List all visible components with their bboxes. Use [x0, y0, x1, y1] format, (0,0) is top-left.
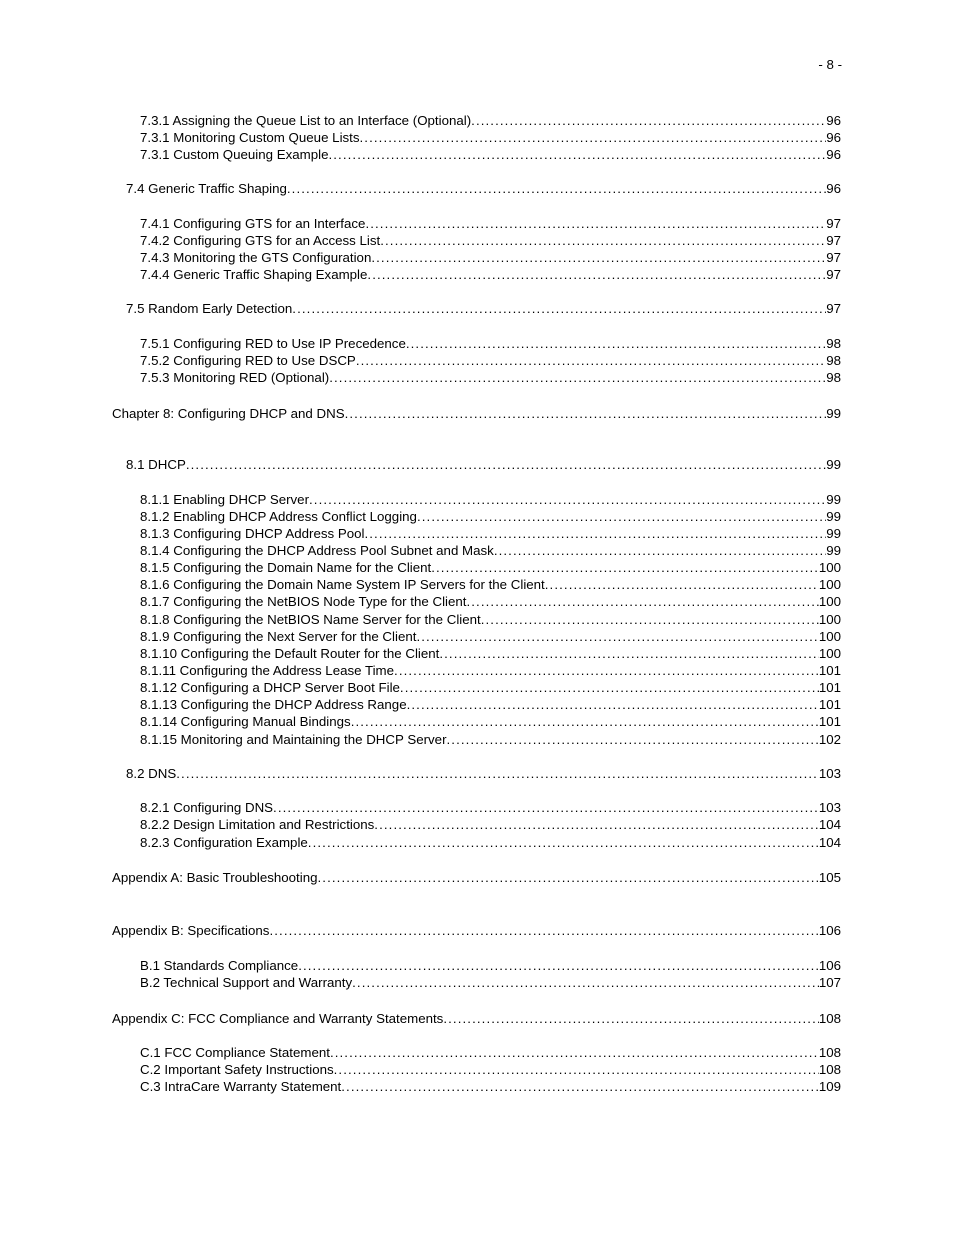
toc-entry-title: 7.4.1 Configuring GTS for an Interface	[140, 216, 366, 231]
toc-dot-leader	[328, 147, 826, 163]
toc-dot-leader	[298, 958, 819, 974]
toc-entry[interactable]	[140, 509, 841, 525]
toc-entry[interactable]	[140, 958, 841, 974]
toc-entry-title: 8.2.2 Design Limitation and Restrictions	[140, 817, 375, 832]
toc-entry-title: 8.1.10 Configuring the Default Router for the Client	[140, 646, 440, 661]
toc-dot-leader	[334, 1062, 819, 1078]
toc-entry[interactable]	[140, 130, 841, 146]
toc-entry-page: 99	[826, 543, 841, 558]
toc-dot-leader	[345, 406, 827, 422]
toc-dot-leader	[471, 113, 826, 129]
toc-entry-page: 107	[818, 975, 841, 990]
toc-entry[interactable]	[140, 975, 841, 991]
toc-entry[interactable]	[140, 697, 841, 713]
toc-dot-leader	[371, 250, 826, 266]
toc-entry-page: 101	[818, 697, 841, 712]
page-number: - 8 -	[818, 57, 842, 72]
toc-dot-leader	[360, 130, 827, 146]
toc-entry-title: 8.1.9 Configuring the Next Server for the Client	[140, 629, 417, 644]
toc-entry-title: 8.1.2 Enabling DHCP Address Conflict Logging	[140, 509, 417, 524]
toc-entry-page: 101	[818, 663, 841, 678]
toc-entry-title: 7.5.1 Configuring RED to Use IP Precedence	[140, 336, 406, 351]
toc-entry-page: 97	[826, 216, 841, 231]
toc-dot-leader	[176, 766, 819, 782]
toc-entry[interactable]	[140, 612, 841, 628]
toc-dot-leader	[447, 732, 819, 748]
toc-entry[interactable]	[140, 543, 841, 559]
toc-entry[interactable]	[140, 353, 841, 369]
toc-entry[interactable]	[140, 216, 841, 232]
toc-entry-title: 8.1.15 Monitoring and Maintaining the DHCP Server	[140, 732, 447, 747]
toc-entry[interactable]	[140, 680, 841, 696]
toc-entry[interactable]	[140, 800, 841, 816]
toc-entry[interactable]	[140, 370, 841, 386]
toc-entry-page: 99	[826, 509, 841, 524]
toc-dot-leader	[318, 870, 819, 886]
toc-dot-leader	[431, 560, 819, 576]
toc-entry-title: 7.5 Random Early Detection	[126, 301, 293, 316]
toc-entry-page: 96	[826, 147, 841, 162]
toc-entry-page: 101	[818, 714, 841, 729]
toc-entry[interactable]	[112, 1011, 841, 1027]
toc-entry-title: 8.1.13 Configuring the DHCP Address Range	[140, 697, 407, 712]
toc-dot-leader	[356, 353, 826, 369]
toc-entry[interactable]	[140, 663, 841, 679]
toc-entry-page: 104	[818, 817, 841, 832]
toc-dot-leader	[308, 835, 819, 851]
toc-entry-title: B.2 Technical Support and Warranty	[140, 975, 353, 990]
toc-entry[interactable]	[126, 457, 841, 473]
toc-entry[interactable]	[140, 646, 841, 662]
toc-entry-title: 8.1.11 Configuring the Address Lease Time	[140, 663, 395, 678]
toc-entry[interactable]	[126, 766, 841, 782]
toc-dot-leader	[481, 612, 819, 628]
toc-entry[interactable]	[140, 336, 841, 352]
toc-entry-page: 100	[818, 612, 841, 627]
toc-entry-page: 96	[826, 130, 841, 145]
toc-entry-page: 99	[826, 492, 841, 507]
toc-entry-title: C.3 IntraCare Warranty Statement	[140, 1079, 342, 1094]
toc-dot-leader	[329, 370, 826, 386]
toc-dot-leader	[292, 301, 826, 317]
toc-entry-title: 7.4.3 Monitoring the GTS Configuration	[140, 250, 372, 265]
toc-entry-title: 8.1.7 Configuring the NetBIOS Node Type for the Client	[140, 594, 467, 609]
toc-entry-title: 8.2.3 Configuration Example	[140, 835, 308, 850]
toc-entry-title: 7.5.2 Configuring RED to Use DSCP	[140, 353, 356, 368]
toc-entry-page: 100	[818, 646, 841, 661]
toc-entry-page: 97	[826, 267, 841, 282]
toc-dot-leader	[416, 629, 818, 645]
toc-entry[interactable]	[140, 492, 841, 508]
toc-entry-page: 105	[818, 870, 841, 885]
toc-entry[interactable]	[140, 577, 841, 593]
toc-entry-page: 96	[826, 181, 841, 196]
toc-entry-title: 8.1.1 Enabling DHCP Server	[140, 492, 310, 507]
toc-entry[interactable]	[140, 835, 841, 851]
toc-dot-leader	[443, 1011, 818, 1027]
toc-dot-leader	[273, 800, 819, 816]
toc-entry-page: 100	[818, 560, 841, 575]
toc-entry-title: Appendix C: FCC Compliance and Warranty Statements	[112, 1011, 444, 1026]
toc-entry[interactable]	[140, 250, 841, 266]
toc-entry[interactable]	[140, 267, 841, 283]
toc-entry-page: 96	[826, 113, 841, 128]
toc-entry-page: 99	[826, 457, 841, 472]
toc-entry-page: 97	[826, 250, 841, 265]
toc-entry[interactable]	[140, 233, 841, 249]
toc-entry-title: 8.2.1 Configuring DNS	[140, 800, 274, 815]
toc-entry-page: 109	[818, 1079, 841, 1094]
toc-entry-title: Appendix B: Specifications	[112, 923, 270, 938]
toc-entry-page: 98	[826, 336, 841, 351]
toc-entry-title: 7.3.1 Assigning the Queue List to an Interface (Optional)	[140, 113, 472, 128]
toc-entry-page: 97	[826, 233, 841, 248]
toc-entry-page: 108	[818, 1011, 841, 1026]
toc-entry-title: 8.1.3 Configuring DHCP Address Pool	[140, 526, 365, 541]
toc-entry-title: 8.1.5 Configuring the Domain Name for the Client	[140, 560, 432, 575]
toc-dot-leader	[406, 336, 826, 352]
toc-entry[interactable]	[126, 301, 841, 317]
toc-entry-page: 102	[818, 732, 841, 747]
toc-entry[interactable]	[140, 714, 841, 730]
toc-entry-page: 108	[818, 1045, 841, 1060]
toc-entry-title: C.1 FCC Compliance Statement	[140, 1045, 330, 1060]
toc-entry[interactable]	[140, 1045, 841, 1061]
toc-entry[interactable]	[140, 113, 841, 129]
toc-entry-title: Chapter 8: Configuring DHCP and DNS	[112, 406, 345, 421]
toc-entry-title: 7.5.3 Monitoring RED (Optional)	[140, 370, 330, 385]
toc-entry-title: Appendix A: Basic Troubleshooting	[112, 870, 318, 885]
toc-entry-page: 100	[818, 577, 841, 592]
toc-entry-page: 99	[826, 406, 841, 421]
toc-entry-title: 8.1.4 Configuring the DHCP Address Pool Subnet and Mask	[140, 543, 494, 558]
toc-entry-title: B.1 Standards Compliance	[140, 958, 299, 973]
toc-entry-page: 98	[826, 370, 841, 385]
toc-entry[interactable]	[140, 1062, 841, 1078]
toc-entry-page: 103	[818, 766, 841, 781]
toc-entry-page: 106	[818, 923, 841, 938]
toc-entry-title: 8.1.6 Configuring the Domain Name System IP Servers for the Client	[140, 577, 545, 592]
toc-entry-page: 104	[818, 835, 841, 850]
toc-dot-leader	[309, 492, 826, 508]
toc-entry[interactable]	[140, 629, 841, 645]
toc-entry-page: 98	[826, 353, 841, 368]
toc-dot-leader	[330, 1045, 819, 1061]
toc-entry-title: 8.1 DHCP	[126, 457, 186, 472]
toc-entry-title: 8.2 DNS	[126, 766, 177, 781]
toc-entry-page: 100	[818, 594, 841, 609]
toc-dot-leader	[287, 181, 826, 197]
toc-entry-title: 7.4.4 Generic Traffic Shaping Example	[140, 267, 368, 282]
toc-entry-title: 7.4.2 Configuring GTS for an Access List	[140, 233, 381, 248]
toc-dot-leader	[374, 817, 819, 833]
toc-entry[interactable]	[140, 526, 841, 542]
toc-dot-leader	[365, 216, 826, 232]
toc-entry[interactable]	[140, 732, 841, 748]
toc-dot-leader	[352, 975, 819, 991]
toc-entry-title: 8.1.8 Configuring the NetBIOS Name Server for the Client	[140, 612, 481, 627]
toc-entry-page: 99	[826, 526, 841, 541]
toc-dot-leader	[351, 714, 819, 730]
toc-dot-leader	[400, 680, 819, 696]
toc-entry[interactable]	[112, 870, 841, 886]
toc-dot-leader	[417, 509, 826, 525]
toc-dot-leader	[394, 663, 819, 679]
toc-dot-leader	[367, 267, 826, 283]
toc-dot-leader	[364, 526, 826, 542]
toc-entry-page: 106	[818, 958, 841, 973]
toc-entry-title: 7.3.1 Custom Queuing Example	[140, 147, 329, 162]
toc-dot-leader	[341, 1079, 819, 1095]
toc-dot-leader	[186, 457, 826, 473]
toc-entry-page: 101	[818, 680, 841, 695]
toc-dot-leader	[439, 646, 818, 662]
toc-entry-title: 7.3.1 Monitoring Custom Queue Lists	[140, 130, 360, 145]
toc-entry-page: 97	[826, 301, 841, 316]
toc-entry-page: 103	[818, 800, 841, 815]
toc-entry[interactable]	[126, 181, 841, 197]
toc-entry[interactable]	[140, 560, 841, 576]
toc-dot-leader	[380, 233, 826, 249]
toc-entry[interactable]	[112, 923, 841, 939]
toc-entry-page: 108	[818, 1062, 841, 1077]
toc-entry[interactable]	[140, 594, 841, 610]
toc-entry-title: 8.1.14 Configuring Manual Bindings	[140, 714, 351, 729]
toc-entry-title: C.2 Important Safety Instructions	[140, 1062, 334, 1077]
toc-entry[interactable]	[140, 817, 841, 833]
toc-entry-title: 8.1.12 Configuring a DHCP Server Boot File	[140, 680, 400, 695]
toc-entry[interactable]	[140, 1079, 841, 1095]
toc-entry-title: 7.4 Generic Traffic Shaping	[126, 181, 287, 196]
toc-dot-leader	[269, 923, 818, 939]
toc-dot-leader	[494, 543, 826, 559]
toc-dot-leader	[545, 577, 819, 593]
toc-dot-leader	[466, 594, 818, 610]
toc-entry[interactable]	[140, 147, 841, 163]
toc-entry-page: 100	[818, 629, 841, 644]
toc-entry[interactable]	[112, 406, 841, 422]
toc-dot-leader	[407, 697, 819, 713]
